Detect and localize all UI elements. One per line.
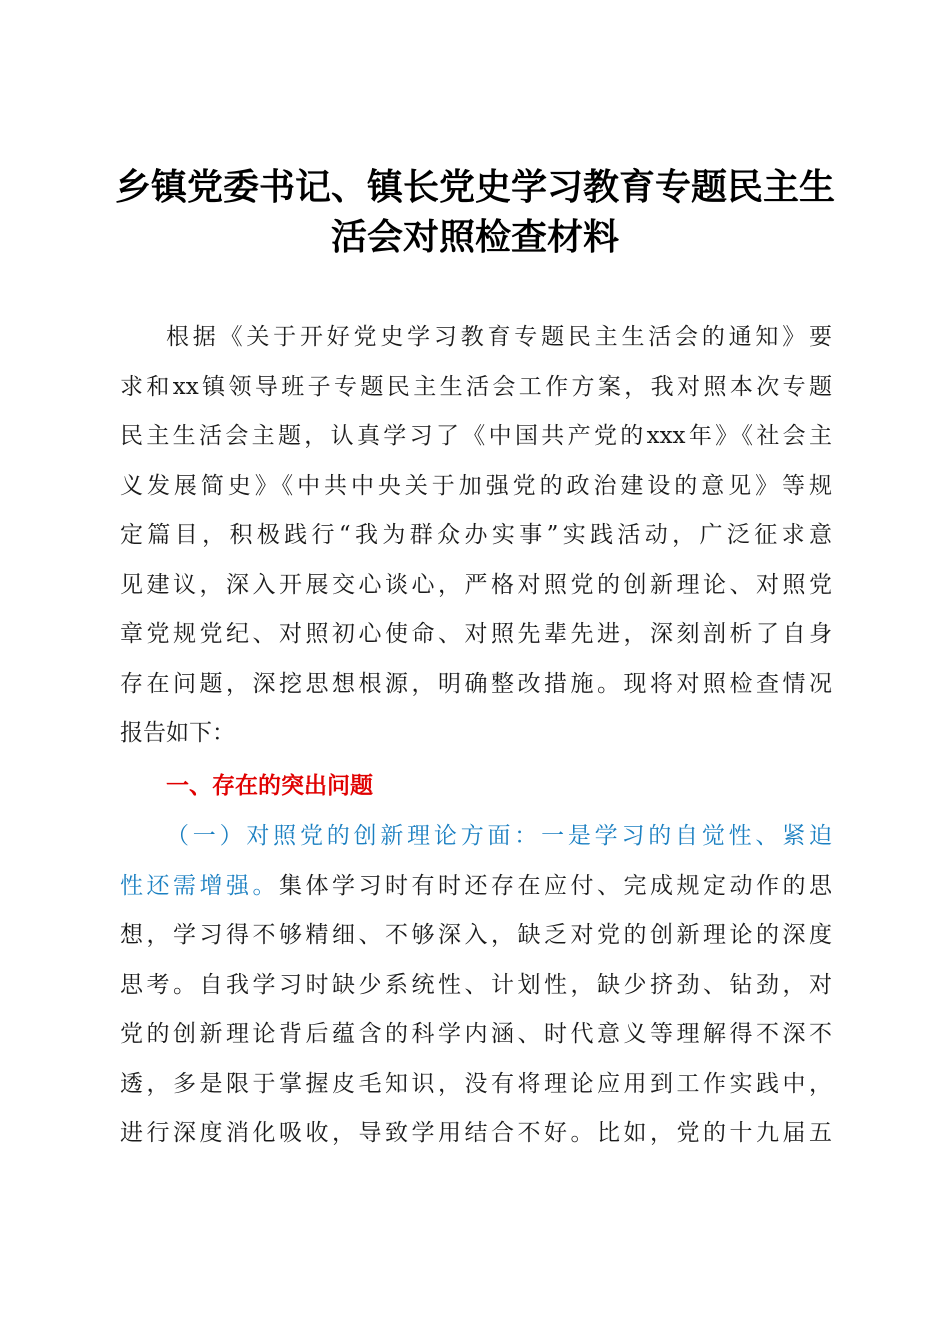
paragraph-line: 想，学习得不够精细、不够深入，缺乏对党的创新理论的深度 — [120, 922, 832, 948]
paragraph-line: 民主生活会主题，认真学习了《中国共产党的xxx年》《社会主 — [120, 423, 832, 449]
paragraph-line: 见建议，深入开展交心谈心，严格对照党的创新理论、对照党 — [120, 571, 832, 598]
subsection-paragraph — [120, 812, 832, 1159]
intro-paragraph — [120, 313, 832, 759]
subsection-heading-line: （一）对照党的创新理论方面：一是学习的自觉性、紧迫 — [166, 823, 832, 849]
paragraph-line: 进行深度消化吸收，导致学用结合不好。比如，党的十九届五 — [120, 1120, 832, 1146]
title-line-2: 活会对照检查材料 — [330, 216, 619, 258]
paragraph-line: 定篇目，积极践行“我为群众办实事”实践活动，广泛征求意 — [120, 522, 832, 548]
paragraph-line: 透，多是限于掌握皮毛知识，没有将理论应用到工作实践中， — [120, 1070, 832, 1097]
paragraph-line: 思考。自我学习时缺少系统性、计划性，缺少挤劲、钻劲，对 — [120, 971, 832, 998]
paragraph-line: 根据《关于开好党史学习教育专题民主生活会的通知》要 — [166, 324, 832, 350]
section-heading: 一、存在的突出问题 — [166, 773, 373, 799]
subsection-heading-tail: 性还需增强。 — [120, 872, 279, 899]
paragraph-line: 求和xx镇领导班子专题民主生活会工作方案，我对照本次专题 — [120, 373, 832, 400]
paragraph-line: 义发展简史》《中共中央关于加强党的政治建设的意见》等规 — [120, 472, 832, 499]
paragraph-line: 存在问题，深挖思想根源，明确整改措施。现将对照检查情况 — [120, 670, 832, 697]
paragraph-line: 党的创新理论背后蕴含的科学内涵、时代意义等理解得不深不 — [120, 1021, 832, 1047]
document-title — [100, 162, 850, 262]
paragraph-text: 集体学习时有时还存在应付、完成规定动作的思 — [279, 872, 832, 899]
paragraph-line: 报告如下： — [120, 720, 235, 746]
title-line-1: 乡镇党委书记、镇长党史学习教育专题民主生 — [114, 166, 835, 208]
paragraph-line — [120, 862, 832, 912]
paragraph-line: 章党规党纪、对照初心使命、对照先辈先进，深刻剖析了自身 — [120, 621, 832, 647]
